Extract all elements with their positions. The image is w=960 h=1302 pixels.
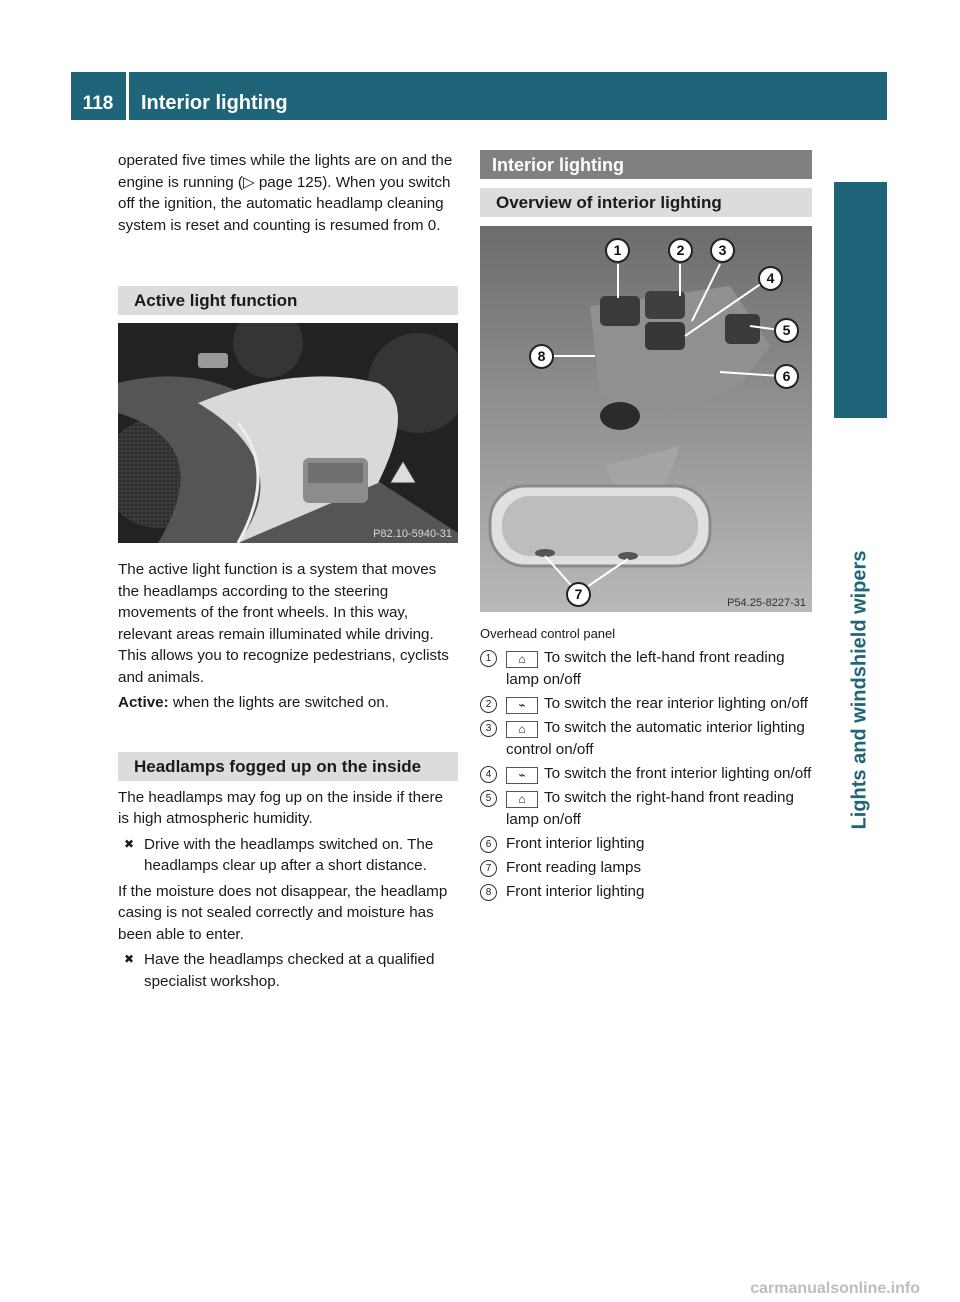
- fogged-step-1-text: Drive with the headlamps switched on. The headlamps clear up after a short distance.: [144, 835, 434, 874]
- overhead-figure-code: P54.25-8227-31: [727, 597, 806, 609]
- legend-number: 8: [480, 884, 497, 901]
- interior-lighting-heading: Interior lighting: [480, 150, 812, 179]
- active-light-figure-code: P82.10-5940-31: [373, 528, 452, 540]
- active-text: when the lights are switched on.: [168, 694, 390, 711]
- callout-3: 3: [710, 238, 735, 263]
- legend-text: To switch the left-hand front reading lamp on/off: [506, 649, 785, 688]
- fogged-step-2: [118, 949, 458, 992]
- callout-8: 8: [529, 344, 554, 369]
- active-light-text: The active light function is a system that moves the headlamps according to the steering movements of the front wheels. In this way, relevant areas remain illuminated while driving. This allows you to recognize pedestrians, cyclists and animals.: [118, 561, 449, 686]
- legend-number: 3: [480, 720, 497, 737]
- legend-number: 7: [480, 860, 497, 877]
- legend-text: To switch the rear interior lighting on/off: [544, 695, 808, 712]
- legend-text: To switch the automatic interior lighting control on/off: [506, 719, 805, 758]
- left-column: [118, 150, 458, 996]
- active-light-figure: [118, 323, 458, 543]
- legend-number: 2: [480, 696, 497, 713]
- fogged-heading: Headlamps fogged up on the inside: [118, 752, 458, 781]
- legend-item-3: [480, 717, 812, 761]
- legend-text: Front interior lighting: [506, 883, 645, 900]
- legend-item-6: [480, 833, 812, 855]
- legend-text: To switch the right-hand front reading lamp on/off: [506, 789, 794, 828]
- fogged-text-1: The headlamps may fog up on the inside if there is high atmospheric humidity.: [118, 788, 444, 827]
- legend-number: 6: [480, 836, 497, 853]
- front-light-icon: ⌁: [506, 767, 538, 784]
- active-label: Active:: [118, 694, 169, 711]
- step-arrow-icon: ✖: [124, 836, 135, 851]
- active-light-heading: Active light function: [118, 286, 458, 315]
- intro-paragraph: operated five times while the lights are on and the engine is running (▷ page 125). When you switch off the ignition, the automatic headlamp cleaning system is reset and counting is resumed from 0.: [118, 152, 453, 234]
- legend-item-4: [480, 763, 812, 785]
- watermark: carmanualsonline.info: [750, 1280, 920, 1297]
- callout-6: 6: [774, 364, 799, 389]
- fogged-step-1: [118, 834, 458, 877]
- auto-light-icon: ⌂: [506, 721, 538, 738]
- legend-item-7: [480, 857, 812, 879]
- reading-lamp-icon: ⌂: [506, 791, 538, 808]
- legend-item-5: [480, 787, 812, 831]
- reading-lamp-icon: ⌂: [506, 651, 538, 668]
- active-light-status: [118, 692, 458, 714]
- legend-number: 1: [480, 650, 497, 667]
- fogged-step-2-text: Have the headlamps checked at a qualified specialist workshop.: [144, 951, 435, 990]
- right-column: [480, 150, 812, 905]
- callout-5: 5: [774, 318, 799, 343]
- side-tab-label: Lights and windshield wipers: [848, 550, 871, 830]
- fogged-text-2: If the moisture does not disappear, the headlamp casing is not sealed correctly and moisture has been able to enter.: [118, 882, 448, 943]
- legend-number: 4: [480, 766, 497, 783]
- page-number: 118: [82, 93, 114, 114]
- legend-text: To switch the front interior lighting on/off: [544, 765, 812, 782]
- callout-1: 1: [605, 238, 630, 263]
- side-tab-block: [834, 182, 887, 418]
- legend-item-2: [480, 693, 812, 715]
- callout-4: 4: [758, 266, 783, 291]
- legend-item-1: [480, 647, 812, 691]
- header-divider: [126, 72, 129, 120]
- legend-text: Front reading lamps: [506, 859, 642, 876]
- step-arrow-icon: ✖: [124, 952, 135, 966]
- overview-heading: Overview of interior lighting: [480, 188, 812, 217]
- page-title: Interior lighting: [141, 92, 288, 114]
- figure-caption: Overhead control panel: [480, 626, 616, 641]
- active-light-illustration: [118, 323, 458, 543]
- legend-text: Front interior lighting: [506, 835, 645, 852]
- callout-2: 2: [668, 238, 693, 263]
- legend-item-8: [480, 881, 812, 903]
- rear-light-icon: ⌁: [506, 697, 538, 714]
- callout-7: 7: [566, 582, 591, 607]
- overhead-panel-figure: [480, 226, 812, 612]
- legend-number: 5: [480, 790, 497, 807]
